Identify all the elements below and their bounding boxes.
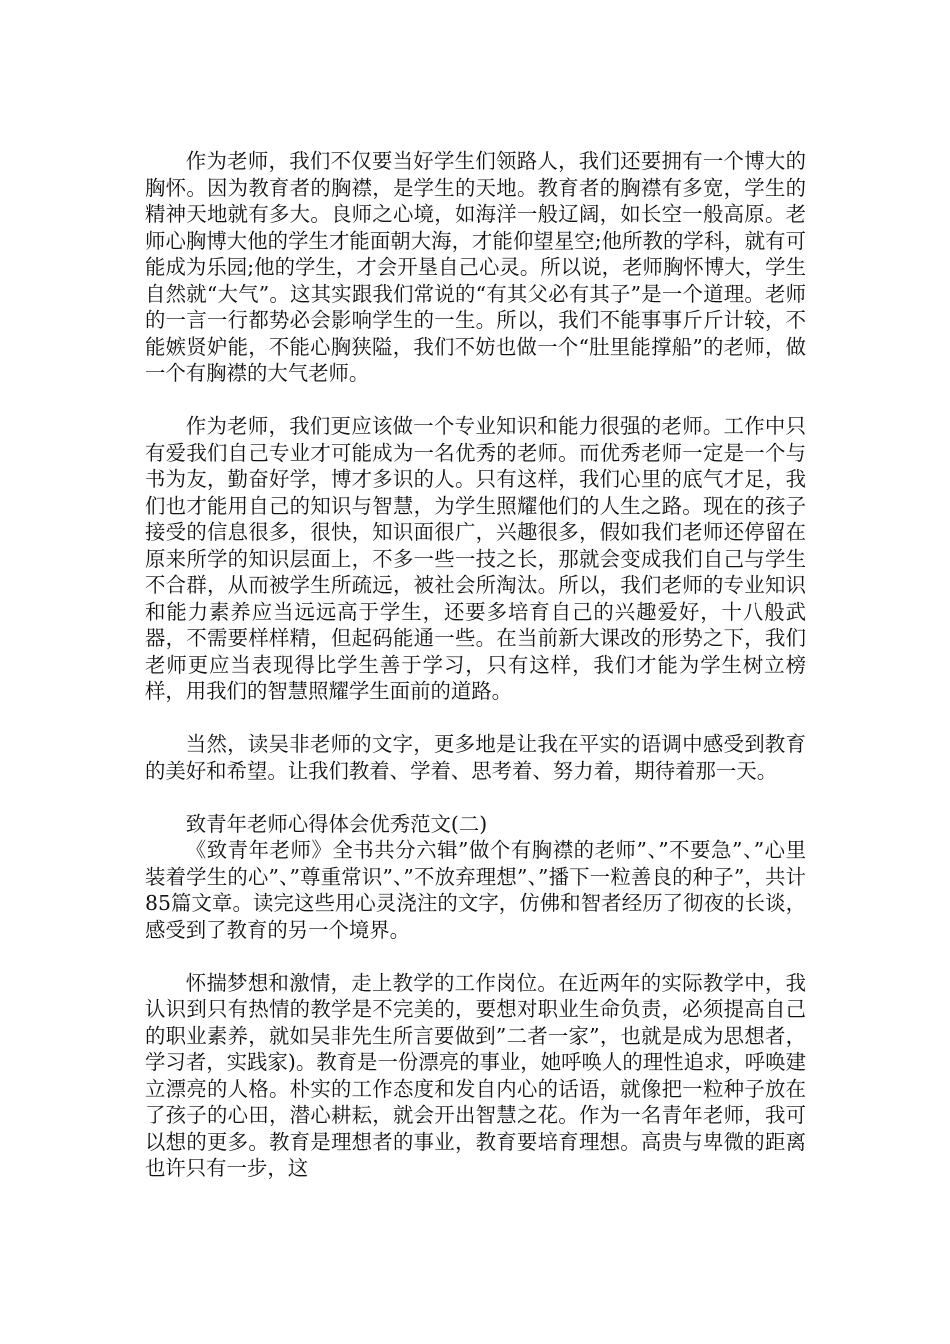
paragraph-2: 作为老师，我们更应该做一个专业知识和能力很强的老师。工作中只有爱我们自己专业才可能成为一名优秀的老师。而优秀老师一定是一个与书为友，勤奋好学，博才多识的人。只有这样，我们心里的底气才足，我们也才能用自己的知识与智慧，为学生照耀他们的人生之路。现在的孩子接受的信息很多，很快，知识面很广，兴趣很多，假如我们老师还停留在原来所学的知识层面上，不多一些一技之长，那就会变成我们自己与学生不合群，从而被学生所疏远，被社会所淘汰。所以，我们老师的专业知识和能力素养应当远远高于学生，还要多培育自己的兴趣爱好，十八般武器，不需要样样精，但起码能通一些。在当前新大课改的形势之下，我们老师更应当表现得比学生善于学习，只有这样，我们才能为学生树立榜样，用我们的智慧照耀学生面前的道路。: [145, 414, 806, 703]
paragraph-spacer: [145, 705, 806, 732]
paragraph-5: 怀揣梦想和激情，走上教学的工作岗位。在近两年的实际教学中，我认识到只有热情的教学是不完美的，要想对职业生命负责，必须提高自己的职业素养，就如吴非先生所言要做到”二者一家”，也就是成为思想者，学习者，实践家)。教育是一份漂亮的事业，她呼唤人的理性追求，呼唤建立漂亮的人格。朴实的工作态度和发自内心的话语，就像把一粒种子放在了孩子的心田，潜心耕耘，就会开出智慧之花。作为一名青年老师，我可以想的更多。教育是理想者的事业，教育要培育理想。高贵与卑微的距离也许只有一步，这: [145, 970, 806, 1180]
document-body: [145, 148, 806, 1182]
paragraph-spacer: [145, 943, 806, 970]
paragraph-spacer: [145, 387, 806, 414]
paragraph-1: 作为老师，我们不仅要当好学生们领路人，我们还要拥有一个博大的胸怀。因为教育者的胸襟，是学生的天地。教育者的胸襟有多宽，学生的精神天地就有多大。良师之心境，如海洋一般辽阔，如长空一般高原。老师心胸博大他的学生才能面朝大海，才能仰望星空;他所教的学科，就有可能成为乐园;他的学生，才会开垦自己心灵。所以说，老师胸怀博大，学生自然就“大气”。这其实跟我们常说的“有其父必有其子”是一个道理。老师的一言一行都势必会影响学生的一生。所以，我们不能事事斤斤计较，不能嫉贤妒能，不能心胸狭隘，我们不妨也做一个“肚里能撑船”的老师，做一个有胸襟的大气老师。: [145, 149, 806, 385]
paragraph-4: 《致青年老师》全书共分六辑”做个有胸襟的老师”、”不要急”、”心里装着学生的心”、”尊重常识”、”不放弃理想”、”播下一粒善良的种子”，共计85篇文章。读完这些用心灵浇注的文字，仿佛和智者经历了彻夜的长谈，感受到了教育的另一个境界。: [145, 838, 806, 942]
section-heading: 致青年老师心得体会优秀范文(二): [185, 811, 488, 836]
paragraph-spacer: [145, 784, 806, 811]
paragraph-3: 当然，读吴非老师的文字，更多地是让我在平实的语调中感受到教育的美好和希望。让我们教着、学着、思考着、努力着，期待着那一天。: [145, 732, 806, 783]
